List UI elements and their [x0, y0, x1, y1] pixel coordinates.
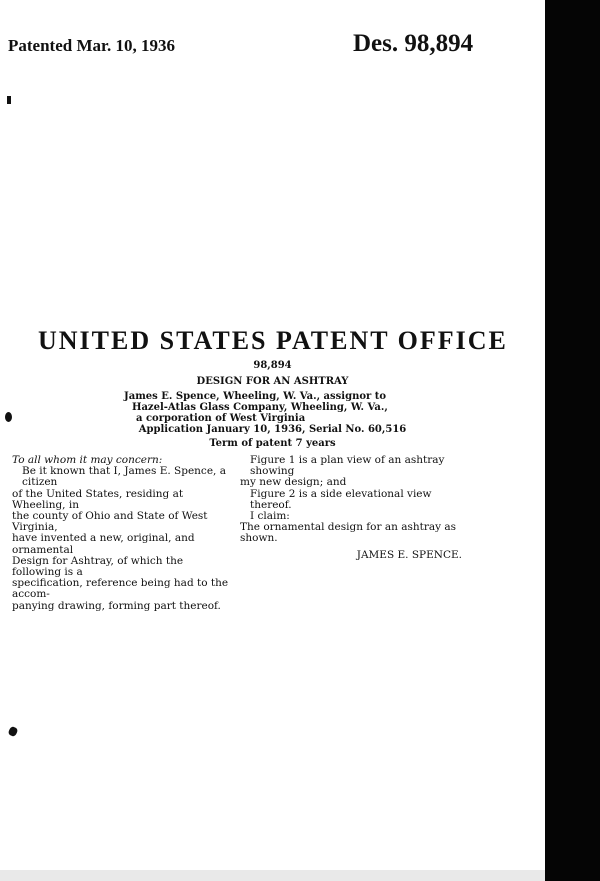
design-patent-number: Des. 98,894	[353, 30, 474, 57]
inventor-line: Hazel-Atlas Glass Company, Wheeling, W. Va.,	[132, 402, 388, 413]
signature: JAMES E. SPENCE.	[356, 548, 462, 561]
inventor-line: James E. Spence, Wheeling, W. Va., assignor to	[124, 391, 387, 402]
right-column	[240, 455, 470, 561]
scan-speck	[5, 412, 12, 422]
body-line: I claim:	[250, 510, 290, 523]
term-line: Term of patent 7 years	[209, 438, 336, 449]
body-line: of the United States, residing at Wheeling, in	[12, 487, 184, 511]
body-line: panying drawing, forming part thereof.	[12, 599, 221, 612]
body-line: have invented a new, original, and ornamental	[12, 532, 195, 556]
body-line: the county of Ohio and State of West Virginia,	[12, 510, 208, 534]
body-line: Figure 2 is a side elevational view thereof.	[250, 487, 432, 511]
patented-date: Patented Mar. 10, 1936	[8, 36, 175, 55]
patent-number: 98,894	[253, 360, 292, 371]
body-line: specification, reference being had to the accom-	[12, 577, 229, 601]
body-line: Figure 1 is a plan view of an ashtray showing	[250, 454, 445, 478]
scan-speck	[7, 96, 11, 104]
inventor-block	[124, 391, 388, 424]
application-line: Application January 10, 1936, Serial No. 60,516	[138, 424, 407, 435]
salutation: To all whom it may concern:	[12, 454, 163, 466]
office-heading: UNITED STATES PATENT OFFICE	[38, 326, 508, 355]
scan-speck	[7, 726, 18, 738]
body-line: my new design; and	[240, 476, 347, 489]
left-column	[12, 455, 232, 612]
inventor-line: a corporation of West Virginia	[136, 413, 306, 424]
body-line: Design for Ashtray, of which the following is a	[12, 554, 184, 579]
body-line: The ornamental design for an ashtray as shown.	[240, 521, 457, 545]
body-line: Be it known that I, James E. Spence, a citizen	[22, 465, 226, 489]
scan-edge-border	[545, 0, 600, 881]
design-title: DESIGN FOR AN ASHTRAY	[196, 376, 349, 387]
scan-bottom-shade	[0, 870, 545, 881]
